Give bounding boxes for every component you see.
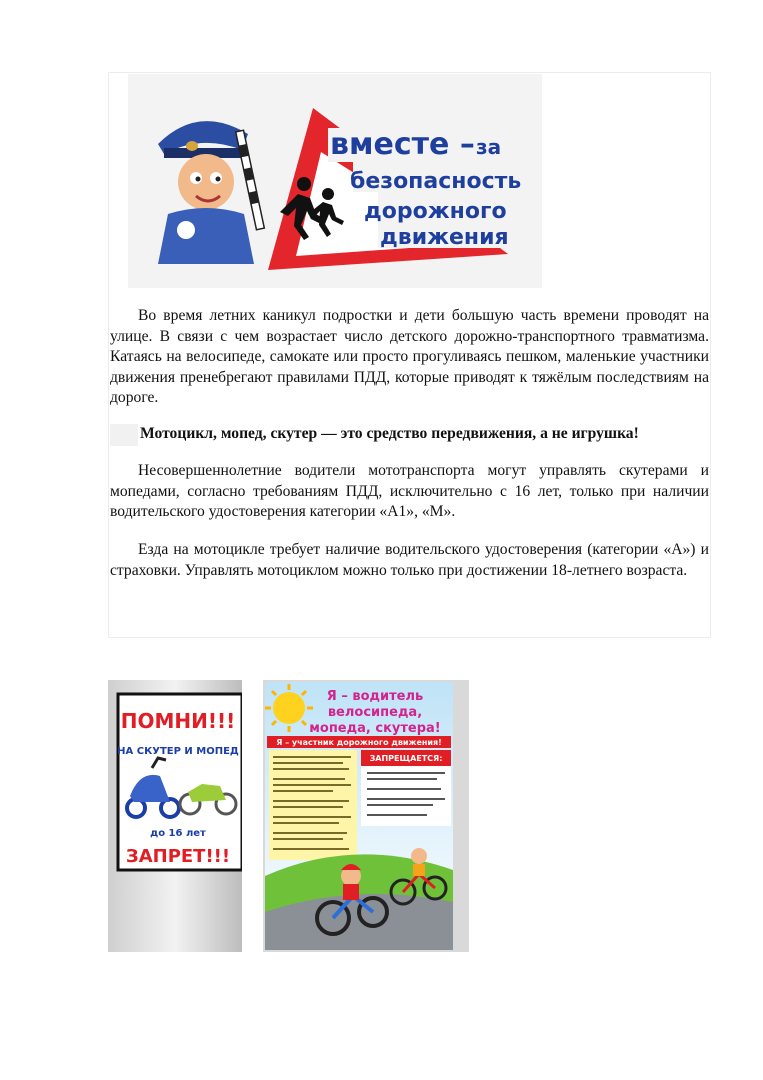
paragraph-summer-risk: [110, 306, 709, 409]
poster2-art: [263, 680, 469, 952]
poster2-title-l2: велосипеда,: [327, 705, 423, 720]
road-safety-banner: [128, 74, 542, 288]
banner-line1: вместе –: [330, 127, 475, 162]
heading-text: Мотоцикл, мопед, скутер — это средство передвижения, а не игрушка!: [140, 425, 639, 442]
poster2-title-l3: мопеда, скутера!: [309, 721, 441, 736]
policeman-cartoon: [158, 121, 264, 264]
poster2-title-l1: Я – водитель: [326, 689, 424, 704]
banner-line1-small: за: [476, 135, 502, 159]
paragraph1-text: Во время летних каникул подростки и дети большую часть времени проводят на улице. В связи с чем возрастает число детского дорожно-транспортного травматизма. Катаясь на велосипеде, самокате или просто прогуливаясь пешком, маленькие участники движения пренебрегают правилами ПДД, которые приводят к тяжёлым последствиям на дороге.: [110, 307, 709, 407]
poster-driver: [263, 680, 469, 952]
poster1-age: до 16 лет: [150, 828, 206, 839]
section-heading: [110, 424, 709, 448]
paragraph-motorcycle-license: [110, 540, 709, 581]
heading-shade: [110, 424, 138, 446]
banner-line2: безопасность: [350, 169, 522, 194]
banner-line4: движения: [380, 225, 509, 250]
paragraph-age-requirement: [110, 461, 709, 523]
paragraph3-text: Езда на мотоцикле требует наличие водительского удостоверения (категории «А») и страховки. Управлять мотоциклом можно только при достижении 18-летнего возраста.: [110, 541, 709, 579]
banner-art: [128, 74, 542, 288]
poster2-forbidden: ЗАПРЕЩАЕТСЯ:: [369, 754, 443, 763]
poster-remember: [108, 680, 242, 952]
poster1-title: ПОМНИ!!!: [120, 709, 236, 733]
poster1-subtitle: НА СКУТЕР И МОПЕД: [117, 746, 239, 757]
poster1-ban: ЗАПРЕТ!!!: [125, 846, 231, 867]
paragraph2-text: Несовершеннолетние водители мототранспорта могут управлять скутерами и мопедами, согласно требованиям ПДД, исключительно с 16 лет, только при наличии водительского удостоверения категории «А1», «М».: [110, 462, 709, 521]
banner-line3: дорожного: [364, 199, 507, 224]
poster2-ribbon: Я – участник дорожного движения!: [276, 738, 442, 747]
poster1-art: [108, 680, 242, 952]
